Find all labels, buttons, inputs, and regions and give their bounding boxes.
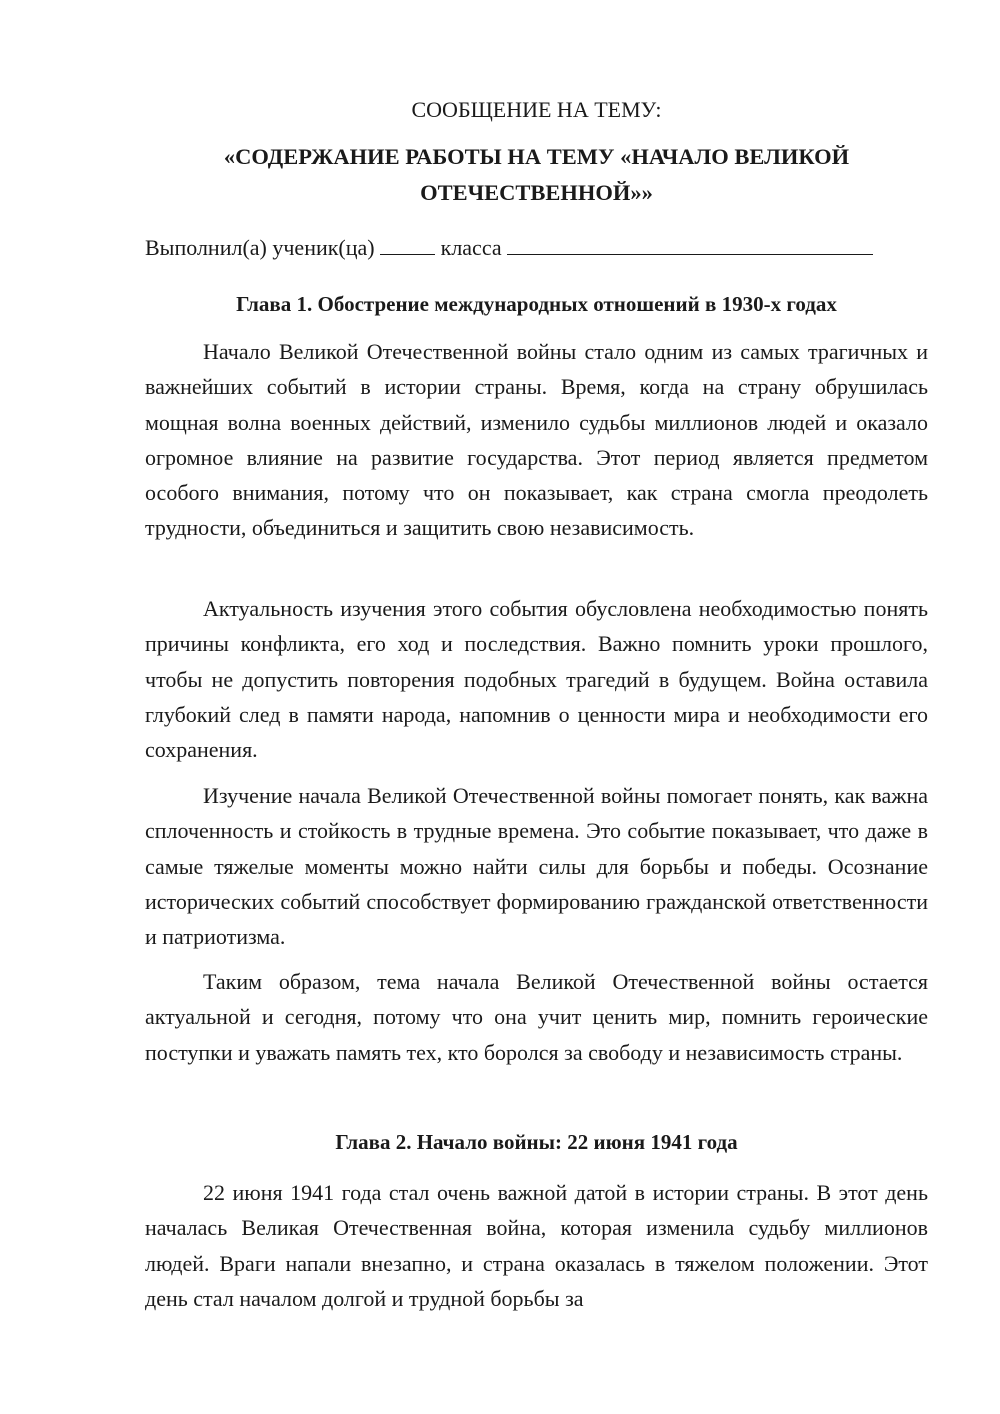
class-label: класса bbox=[440, 235, 502, 260]
chapter-1-paragraph-4: Таким образом, тема начала Великой Отечественной войны остается актуальной и сегодня, потому что она учит ценить мир, помнить героические поступки и уважать память тех, кто боролся за свободу и независимость страны. bbox=[145, 969, 928, 1065]
name-blank bbox=[507, 235, 873, 255]
author-prefix: Выполнил(а) ученик(ца) bbox=[145, 235, 375, 260]
chapter-2-heading: Глава 2. Начало войны: 22 июня 1941 года bbox=[335, 1130, 738, 1154]
chapter-1-paragraph-1: Начало Великой Отечественной войны стало одним из самых трагичных и важнейших событий в истории страны. Время, когда на страну обрушилась мощная волна военных действий, изменило судьбы миллионов людей и оказало огромное влияние на развитие государства. Этот период является предметом особого внимания, потому что он показывает, как страна смогла преодолеть трудности, объединиться и защитить свою независимость. bbox=[145, 339, 928, 541]
chapter-2-paragraph-1: 22 июня 1941 года стал очень важной датой в истории страны. В этот день началась Великая Отечественная война, которая изменила судьбу миллионов людей. Враги напали внезапно, и страна оказалась в тяжелом положении. Этот день стал началом долгой и трудной борьбы за bbox=[145, 1180, 928, 1311]
document-title-line-1: «СОДЕРЖАНИЕ РАБОТЫ НА ТЕМУ «НАЧАЛО ВЕЛИКОЙ bbox=[223, 144, 850, 169]
document-title-line-2: ОТЕЧЕСТВЕННОЙ»» bbox=[420, 180, 653, 205]
author-line bbox=[145, 235, 928, 265]
chapter-1-paragraph-2: Актуальность изучения этого события обусловлена необходимостью понять причины конфликта, его ход и последствия. Важно помнить уроки прошлого, чтобы не допустить повторения подобных трагедий в будущем. Война оставила глубокий след в памяти народа, напомнив о ценности мира и необходимости его сохранения. bbox=[145, 596, 928, 763]
grade-blank bbox=[380, 235, 435, 255]
chapter-1-heading: Глава 1. Обострение международных отношений в 1930-х годах bbox=[236, 292, 837, 316]
chapter-1-paragraph-3: Изучение начала Великой Отечественной войны помогает понять, как важна сплоченность и стойкость в трудные времена. Это событие показывает, что даже в самые тяжелые моменты можно найти силы для борьбы и победы. Осознание исторических событий способствует формированию гражданской ответственности и патриотизма. bbox=[145, 783, 928, 950]
document-subtitle: СООБЩЕНИЕ НА ТЕМУ: bbox=[411, 97, 662, 122]
